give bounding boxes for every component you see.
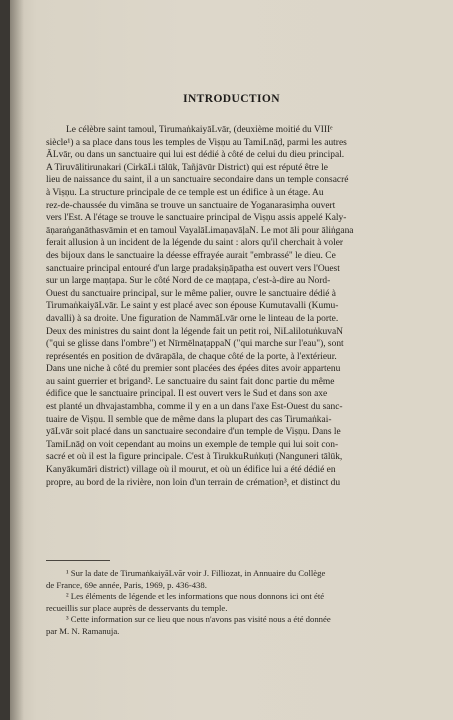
footnote-divider <box>46 560 110 561</box>
paragraph-line: rez-de-chaussée du vimāna se trouve un sanctuaire de Yoganarasiṃha ouvert <box>46 200 336 211</box>
paragraph-line: davalli) à sa droite. Une figuration de NammāLvār orne le linteau de la porte. <box>46 313 339 324</box>
paragraph-line: Kanyākumāri district) village où il mourut, et où un édifice lui a été dédié en <box>46 465 336 476</box>
footnote-line: ³ Cette information sur ce lieu que nous n'avons pas visité nous a été donnée <box>66 614 331 624</box>
paragraph-line: tuaire de Viṣṇu. Il semble que de même dans la plupart des cas Tirumaṅkai- <box>46 414 332 425</box>
paragraph-line: Le célèbre saint tamoul, TirumaṅkaiyāLvār, (deuxième moitié du VIIIᵉ <box>66 125 333 135</box>
footnote-line: ¹ Sur la date de TirumaṅkaiyāLvār voir J. Filliozat, in Annuaire du Collège <box>66 568 326 578</box>
paragraph-line: Ouest du sanctuaire principal, sur le même palier, ouvre le sanctuaire dédié à <box>46 288 336 299</box>
paragraph-line: yāLvār soit placé dans un sanctuaire secondaire d'un temple de Viṣṇu. Dans le <box>46 427 341 438</box>
footnote-line: par M. N. Ramanuja. <box>46 625 120 636</box>
paragraph-line: TamiLnāḍ on voit cependant au moins un exemple de temple qui lui soit con- <box>46 439 339 450</box>
paragraph-line: des bijoux dans le sanctuaire la déesse effrayée aurait "embrassé" le dieu. Ce <box>46 250 336 261</box>
paragraph-line: vers l'Est. A l'étage se trouve le sanctuaire principal de Viṣṇu assis appelé Kaly- <box>46 213 347 224</box>
paragraph-line: au saint guerrier et brigand². Le sanctuaire du saint fait donc partie du même <box>46 376 335 387</box>
paragraph-line: siècle¹) a sa place dans tous les temples de Viṣṇu au TamiLnāḍ, parmi les autres <box>46 137 347 148</box>
paragraph-line: est planté un dhvajastambha, comme il y en a un dans l'axe Est-Ouest du sanc- <box>46 402 343 413</box>
page-gutter-shadow <box>10 0 24 720</box>
paragraph-line: à Viṣṇu. La structure principale de ce temple est un édifice à un étage. Au <box>46 187 324 198</box>
paragraph-line: sanctuaire principal entouré d'un large pradakṣiṇāpatha est ouvert vers l'Ouest <box>46 263 340 274</box>
footnotes <box>46 568 408 637</box>
paragraph-line: représentés en position de dvārapāla, de chaque côté de la porte, à l'extérieur. <box>46 351 337 362</box>
footnote-line: de France, 69e année, Paris, 1969, p. 436-438. <box>46 579 207 590</box>
footnote-line: recueillis sur place auprès de desservants du temple. <box>46 602 228 613</box>
paragraph-line: propre, au bord de la rivière, non loin d'un terrain de crémation³, et distinct du <box>46 477 341 488</box>
paragraph-line: āṇaraṅganāthasvāmin et en tamoul VayalāLimaṇavāḷaN. Le mot āli pour āliṅgana <box>46 225 354 236</box>
paragraph-line: TirumaṅkaiyāLvār. Le saint y est placé avec son épouse Kumutavalli (Kumu- <box>46 301 339 312</box>
paragraph-line: sacré et où il est la figure principale. C'est à TirukkuRuṅkuṭi (Nanguneri tālūk, <box>46 452 343 463</box>
footnote-line: ² Les éléments de légende et les informations que nous donnons ici ont été <box>66 591 325 601</box>
paragraph-line: Deux des ministres du saint dont la légende fait un petit roi, NiLalilotuṅkuvaN <box>46 326 343 337</box>
main-paragraph <box>46 124 408 489</box>
paragraph-line: ("qui se glisse dans l'ombre") et NīrmēlnaṭappaN ("qui marche sur l'eau"), sont <box>46 339 344 350</box>
paragraph-line: édifice que le sanctuaire principal. Il est ouvert vers le Sud et dans son axe <box>46 389 328 400</box>
paragraph-line: ĀLvār, ou dans un sanctuaire qui lui est dédié à côté de celui du dieu principal. <box>46 150 345 161</box>
paragraph-line: A Tiruvālitirunakari (CirkāLi tālūk, Tañjāvūr District) qui est réputé être le <box>46 162 328 173</box>
book-page <box>10 0 453 720</box>
paragraph-line: ferait allusion à un incident de la légende du saint : alors qu'il cherchait à voler <box>46 238 344 249</box>
paragraph-line: Dans une niche à côté du premier sont placées des épées dites avoir appartenu <box>46 364 341 375</box>
page-heading: INTRODUCTION <box>183 93 280 105</box>
paragraph-line: sur un large maṇṭapa. Sur le côté Nord de ce maṇṭapa, c'est-à-dire au Nord- <box>46 276 331 287</box>
paragraph-line: lieu de naissance du saint, il a un sanctuaire secondaire dans un temple consacré <box>46 175 349 186</box>
